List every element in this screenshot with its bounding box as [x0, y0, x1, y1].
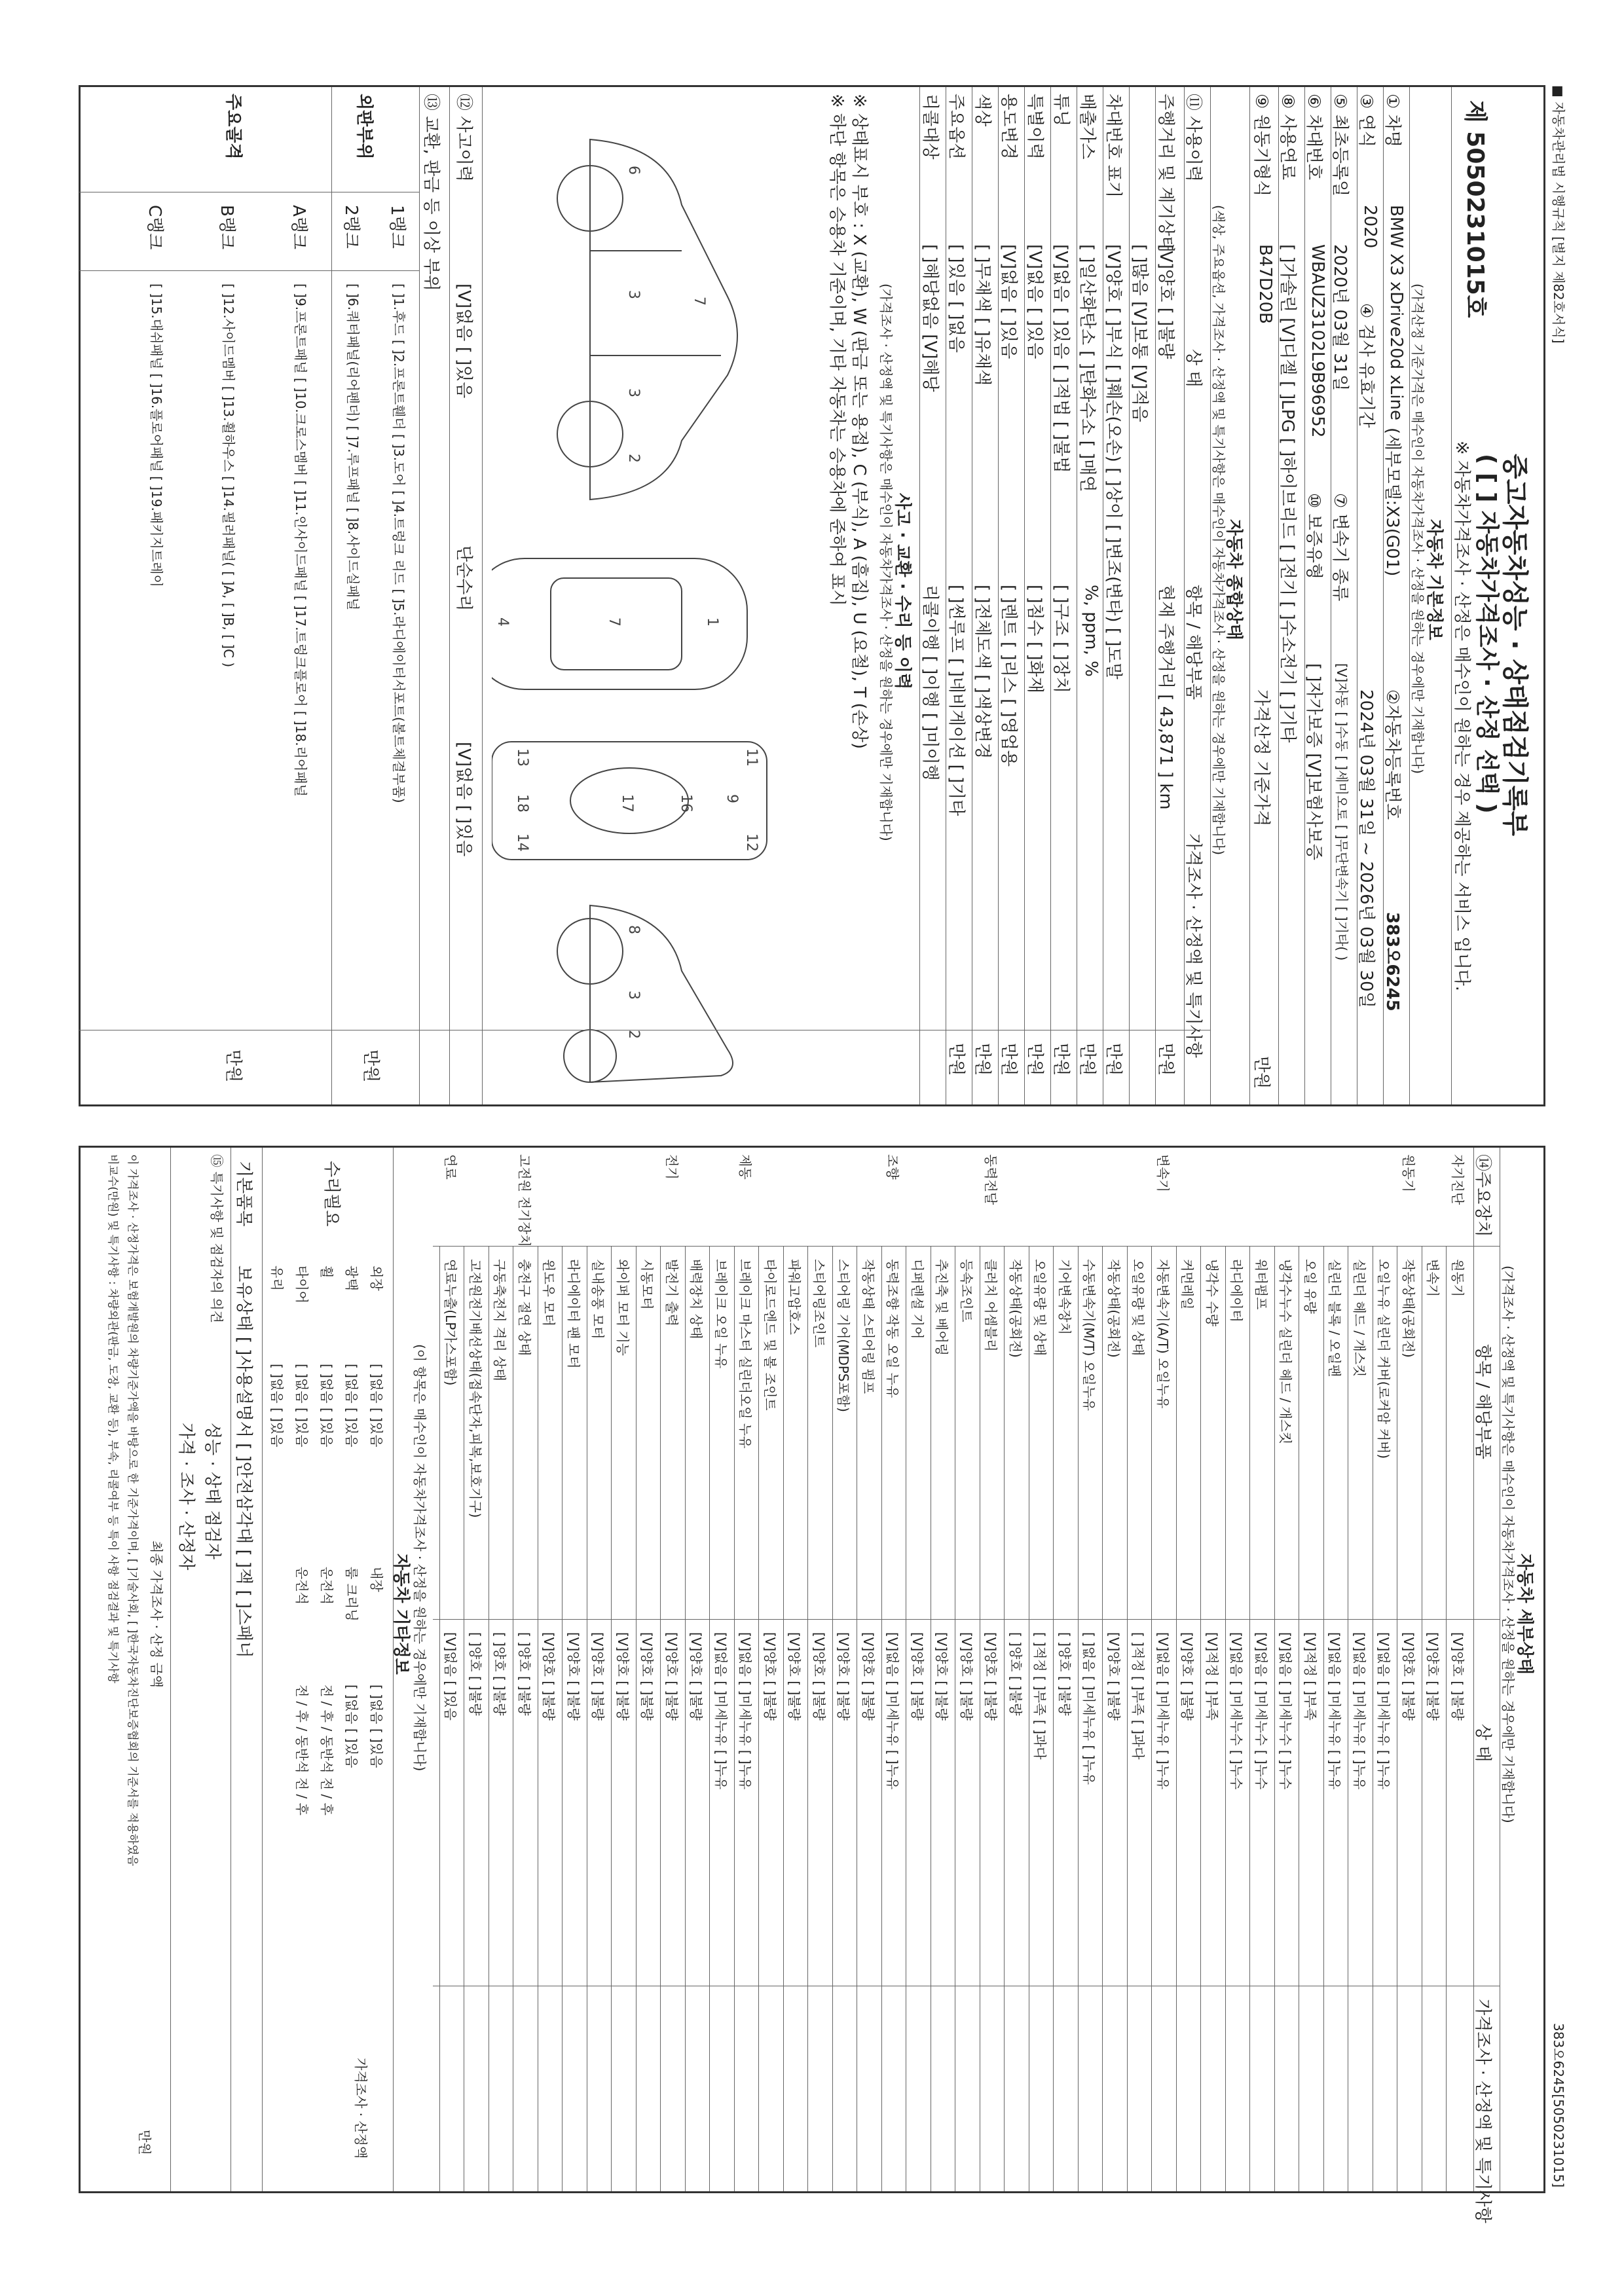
- detail-row-state: [V]양호 [ ]불량: [566, 1632, 581, 1721]
- rank2-items: [ ]6.쿼터패널(리어펜더) [ ]7.루프패널 [ ]8.사이드실패널: [345, 283, 361, 611]
- repair-row-label: 외장: [369, 1266, 384, 1291]
- detail-row-item: 원동기: [1450, 1259, 1466, 1297]
- detail-col-item: 항목 / 해당부품: [1473, 1344, 1492, 1459]
- car-underbody: [492, 742, 767, 860]
- reg-value: 383오6245: [1382, 912, 1402, 1011]
- row-divider: [955, 1246, 956, 2191]
- detail-row-item: 동력조향 작동 오일 누유: [885, 1259, 901, 1398]
- basic-info-header: 자동차 기본정보: [1424, 519, 1444, 640]
- cond-row-label: 차대번호 표기: [1103, 94, 1123, 198]
- svg-text:7: 7: [606, 617, 622, 627]
- accident-value: [V]없음 [ ]있음: [454, 283, 473, 399]
- cond-row-unit: 만원: [1051, 1043, 1071, 1076]
- first-reg-value: 2020년 03월 31일: [1330, 244, 1350, 392]
- inspection-value: 2024년 03월 31일 ~ 2026년 03월 30일: [1356, 689, 1376, 1008]
- transmission-label: ⑦ 변속기 종류: [1330, 493, 1350, 602]
- row-divider: [1250, 1246, 1251, 2191]
- cond-row-state: [ ]많음 [V]보통 [V]적음: [1130, 244, 1149, 422]
- detail-row-state: [ ]양호 [ ]불량: [1008, 1632, 1024, 1716]
- detail-row-item: 수동변속기(M/T) 오일누유: [1081, 1259, 1098, 1412]
- detail-row-state: [V]없음 [ ]있음: [443, 1632, 459, 1721]
- row-divider: [636, 1246, 637, 2191]
- exterior-label: 외판부위: [354, 94, 374, 160]
- repair-row-label-2: 운전석: [294, 1567, 310, 1605]
- row-divider: [1348, 1246, 1349, 2191]
- row-divider: [919, 87, 920, 1104]
- cond-row-unit: 만원: [1156, 1043, 1175, 1076]
- final-price-unit: 만원: [137, 2130, 153, 2155]
- row-divider: [464, 1246, 465, 2191]
- final-price-label: 최종 가격조사 · 산정 금액: [149, 1540, 164, 1688]
- detail-col-state: 상 태: [1473, 1724, 1492, 1762]
- detail-row-state: [ ]양호 [ ]불량: [468, 1632, 483, 1716]
- side-price-label: 가격조사 · 산정액: [353, 2058, 369, 2159]
- rank2-label: 2랭크: [341, 205, 361, 249]
- cond-row-state: [ ]해당없음 [V]해당: [920, 244, 940, 392]
- row-divider: [685, 1246, 686, 2191]
- condition-header: 자동차 종합상태: [1224, 519, 1244, 640]
- first-reg-label: ⑤ 최초등록일: [1330, 94, 1350, 197]
- row-divider: [857, 1246, 858, 2191]
- svg-text:2: 2: [625, 1030, 642, 1039]
- row-divider: [1024, 87, 1025, 1104]
- service-note: ※ 자동차가격조사 · 산정은 매수인이 원하는 경우 제공하는 서비스 입니다.: [1452, 441, 1471, 992]
- basic-items-label: 기본품목: [234, 1161, 253, 1227]
- cond-row-detail: [ ]렌트 [ ]리스 [ ]영업용: [999, 585, 1018, 767]
- detail-row-state: [V]없음 [ ]미세누유 [ ]누유: [1352, 1632, 1367, 1790]
- row-divider: [439, 1246, 440, 2191]
- cond-row-detail: [ ]침수 [ ]화재: [1025, 585, 1044, 693]
- svg-text:3: 3: [625, 290, 642, 299]
- year-value: 2020: [1360, 205, 1380, 249]
- cond-row-label: 특별이력: [1025, 94, 1044, 160]
- options-note: (이 항목은 매수인이 자동차가격조사 · 산정을 원하는 경우에만 기재합니다): [412, 1344, 428, 1772]
- row-divider: [1129, 87, 1130, 1104]
- repair-row-state-2: [ ]없음 [ ]있음: [344, 1685, 360, 1768]
- row-divider: [1323, 1246, 1324, 2191]
- detail-row-item: 오일유량 및 상태: [1130, 1259, 1147, 1356]
- detail-row-item: 배력장치 상태: [688, 1259, 705, 1339]
- svg-text:8: 8: [625, 925, 642, 934]
- row-divider: [1127, 1246, 1128, 2191]
- cond-row-unit: 만원: [1077, 1043, 1097, 1076]
- form-title: 중고자동차성능 · 상태점검기록부: [1500, 454, 1530, 837]
- repair-row-state: [ ]없음 [ ]있음: [294, 1364, 310, 1448]
- right-panel: [79, 1146, 1545, 2223]
- repair-need-label: 수리필요: [322, 1161, 341, 1227]
- model-label: ① 차명: [1382, 94, 1402, 147]
- repair-row-state: [ ]없음 [ ]있음: [369, 1364, 384, 1448]
- detail-row-item: 오일누유 실린더 커버(로커암 커버): [1376, 1259, 1392, 1459]
- detail-row-item: 충전구 절연 상태: [517, 1259, 532, 1356]
- options-header: 자동차 기타정보: [391, 1554, 411, 1675]
- detail-row-item: 작동상태(공회전): [1008, 1259, 1024, 1358]
- pricer-label: 가격 · 조사 · 산정자: [176, 1423, 196, 1571]
- detail-row-state: [V]없음 [ ]미세누유 [ ]누유: [1376, 1632, 1392, 1790]
- cond-row-state: [V]없음 [ ]있음: [1025, 244, 1044, 359]
- row-divider: [1274, 1246, 1275, 2191]
- history-header: 사고 · 교환 · 수리 등 이력: [893, 493, 912, 690]
- svg-text:3: 3: [625, 991, 642, 1000]
- detail-row-item: 시동모터: [639, 1259, 655, 1310]
- detail-row-item: 스티어링 기어(MDPS포함): [836, 1259, 852, 1412]
- basic-items-state: 보유상태 [ ]사용설명서 [ ]안전삼각대 [ ]잭 [ ]스패너: [234, 1266, 253, 1658]
- detail-row-state: [V]양호 [ ]불량: [1179, 1632, 1196, 1721]
- row-divider: [1155, 87, 1156, 1104]
- svg-text:12: 12: [743, 833, 760, 852]
- cond-row-unit: 만원: [946, 1043, 966, 1076]
- warranty-value: [ ]자가보증 [V]보험사보증: [1304, 663, 1323, 860]
- footnote-2: 비교수(만원) 및 특기사항 : 차량외관(판금, 도장, 교환 등), 부속, 리콜여부 등 특이 사항 점검결과 및 특기사항: [106, 1154, 119, 1684]
- row-divider: [1050, 87, 1051, 1104]
- detail-row-state: [V]없음 [ ]미세누유 [ ]누유: [713, 1632, 729, 1790]
- repair-row-state-2: [ ]없음 [ ]있음: [369, 1685, 384, 1768]
- svg-text:4: 4: [494, 617, 511, 627]
- detail-row-state: [V]적정 [ ]부족: [1302, 1632, 1318, 1721]
- detail-row-state: [V]적정 [ ]부족: [1204, 1632, 1220, 1721]
- car-diagrams: [492, 100, 826, 1089]
- cond-row-detail: [ ]구조 [ ]장치: [1051, 585, 1071, 693]
- inspection-label: ④ 검사 유효기간: [1356, 303, 1376, 428]
- detail-row-state: [V]양호 [ ]불량: [590, 1632, 606, 1721]
- repair-row-label-2: 룸 크리닝: [344, 1567, 360, 1622]
- cond-row-label: 주요옵션: [946, 94, 966, 160]
- svg-text:1: 1: [704, 617, 720, 627]
- detail-row-state: [V]양호 [ ]불량: [959, 1632, 974, 1721]
- row-divider: [808, 1246, 809, 2191]
- row-divider: [1397, 1246, 1398, 2191]
- detail-row-state: [V]양호 [ ]불량: [983, 1632, 999, 1721]
- repair-row-state: [ ]없음 [ ]있음: [319, 1364, 335, 1448]
- svg-text:17: 17: [619, 794, 635, 812]
- cond-col-history: ⑪ 사용이력: [1183, 94, 1203, 182]
- simple-repair-value: [V]없음 [ ]있음: [454, 742, 473, 857]
- svg-text:13: 13: [514, 748, 530, 767]
- detail-row-group: 조향: [885, 1154, 901, 1180]
- svg-text:6: 6: [625, 166, 642, 175]
- cond-row-state: [ ]일산화탄소 [ ]탄화수소 [ ]매연: [1077, 244, 1097, 492]
- c-rank-items: [ ]15.대쉬패널 [ ]16.플로어패널 [ ]19.패키지트레이: [149, 283, 164, 587]
- detail-row-group: 자기진단: [1450, 1154, 1466, 1205]
- detail-row-item: 연료누출(LP가스포함): [443, 1259, 459, 1386]
- history-note: (가격조사 · 산정액 및 특기사항은 매수인이 자동차가격조사 · 산정을 원하는 경우에만 기재합니다): [878, 283, 894, 841]
- row-divider: [1299, 1246, 1300, 2191]
- form-subtitle: ( [ ] 자동차가격조사 · 산정 선택 ): [1473, 454, 1500, 814]
- legend-note: ※ 상태표시 부호 : X (교환), W (판금 또는 용접), C (부식), A (흠집), U (요철), T (손상): [849, 94, 869, 750]
- cond-row-unit: 만원: [972, 1043, 992, 1076]
- detail-row-group: 동력전달: [983, 1154, 999, 1205]
- row-divider: [881, 1246, 882, 2191]
- repair-row-state: [ ]없음 [ ]있음: [269, 1364, 285, 1448]
- b-rank-label: B랭크: [217, 205, 236, 250]
- detail-row-state: [ ]적정 [ ]부족 [ ]과다: [1032, 1632, 1048, 1760]
- cond-row-state: [V]없음 [ ]있음: [999, 244, 1018, 359]
- detail-row-item: 커먼레일: [1179, 1259, 1196, 1310]
- detail-row-item: 냉각수누수 실린더 헤드 / 개스킷: [1278, 1259, 1294, 1445]
- svg-text:3: 3: [625, 388, 642, 397]
- vin-value: WBAUZ3102L9B96952: [1308, 244, 1327, 438]
- detail-row-item: 발전기 출력: [664, 1259, 680, 1326]
- detail-row-item: 작동상태 스티어링 펌프: [860, 1259, 876, 1394]
- cond-row-label: 배출가스: [1077, 94, 1097, 160]
- basic-info-note: (가격산정 기준가격은 매수인이 자동차가격조사 · 산정을 원하는 경우에만 기재합니다): [1410, 283, 1426, 774]
- detail-row-state: [V]양호 [ ]불량: [934, 1632, 950, 1721]
- row-divider: [832, 1246, 833, 2191]
- svg-text:14: 14: [514, 833, 530, 852]
- rank1-items: [ ]1.후드 [ ]2.프론트휀더 [ ]3.도어 [ ]4.트렁크 리드 [ ]5.라디에이터서포트(볼트체결부품): [391, 283, 407, 803]
- detail-row-item: 추진축 및 베어링: [934, 1259, 950, 1356]
- detail-row-item: 작동상태(공회전): [1401, 1259, 1416, 1358]
- detail-row-state: [V]양호 [ ]불량: [860, 1632, 876, 1721]
- detail-row-state: [V]양호 [ ]불량: [786, 1632, 803, 1721]
- detail-row-item: 변속기: [1425, 1259, 1441, 1297]
- svg-text:16: 16: [678, 794, 694, 812]
- detail-row-item: 워터펌프: [1253, 1259, 1269, 1310]
- detail-row-group: 연료: [443, 1154, 459, 1180]
- row-divider: [783, 1246, 784, 2191]
- repair-row-label: 타이어: [294, 1266, 310, 1303]
- row-divider: [1201, 1246, 1202, 2191]
- detail-row-state: [V]양호 [ ]불량: [639, 1632, 655, 1721]
- model-sub: (세부모델:X3(G01): [1382, 428, 1402, 577]
- price-basis-label: 가격산정 기준가격: [1251, 689, 1271, 827]
- major-frame-unit: 만원: [223, 1049, 243, 1083]
- detail-row-state: [V]양호 [ ]불량: [910, 1632, 925, 1721]
- detail-row-state: [V]없음 [ ]미세누수 [ ]누수: [1253, 1632, 1269, 1790]
- cond-row-unit: 만원: [1103, 1043, 1123, 1076]
- detail-row-item: 윈도우 모터: [541, 1259, 557, 1326]
- detail-row-item: 등속조인트: [959, 1259, 974, 1322]
- detail-row-item: 작동상태(공회전): [1106, 1259, 1122, 1358]
- cond-row-label: 용도변경: [999, 94, 1018, 160]
- reg-label: ②자동차등록번호: [1382, 689, 1402, 820]
- detail-row-item: 스티어링조인트: [811, 1259, 827, 1348]
- c-rank-label: C랭크: [145, 205, 164, 250]
- repair-row-label-2: 내장: [369, 1567, 384, 1592]
- svg-text:18: 18: [514, 794, 530, 812]
- detail-header: 자동차 세부상태: [1515, 1554, 1534, 1675]
- rank1-label: 1랭크: [387, 205, 407, 249]
- fuel-value: [ ]가솔린 [V]디젤 [ ]LPG [ ]하이브리드 [ ]전기 [ ]수소전기 [ ]기타: [1278, 244, 1297, 743]
- repair-row-state-2: 전 / 후 / 동반석 전 / 후: [294, 1685, 310, 1815]
- detail-row-group: 제동: [737, 1154, 754, 1180]
- detail-row-item: 파워고압호스: [786, 1259, 803, 1335]
- svg-text:11: 11: [743, 748, 760, 767]
- major-frame-label: 주요골격: [223, 94, 243, 160]
- cond-row-state: [V]양호 [ ]불량: [1156, 244, 1175, 359]
- cond-row-state: [ ]무채색 [ ]유채색: [972, 244, 992, 386]
- cond-row-detail: 현재 주행거리 [ 43,871 ] km: [1156, 585, 1175, 810]
- inspector-label: 성능 · 상태 점검자: [202, 1423, 222, 1559]
- detail-row-state: [V]양호 [ ]불량: [811, 1632, 827, 1721]
- cond-row-label: 리콜대상: [920, 94, 940, 160]
- row-divider: [1176, 1246, 1177, 2191]
- model-value: BMW X3 xDrive20d xLine: [1386, 205, 1406, 420]
- detail-row-item: 라디에이터 팬 모터: [566, 1259, 581, 1369]
- detail-row-item: 브레이크 마스터 실린더오일 누유: [737, 1259, 754, 1449]
- detail-row-state: [V]없음 [ ]미세누유 [ ]누유: [737, 1632, 754, 1790]
- row-divider: [1078, 1246, 1079, 2191]
- repair-row-state: [ ]없음 [ ]있음: [344, 1364, 360, 1448]
- engine-label: ⑨ 원동기형식: [1251, 94, 1271, 197]
- price-basis-unit: 만원: [1251, 1056, 1271, 1089]
- detail-row-item: 오일유량 및 상태: [1032, 1259, 1048, 1356]
- detail-row-item: 브레이크 오일 누유: [713, 1259, 729, 1369]
- detail-col-price: 가격조사 · 산정액 및 특기사항: [1473, 1999, 1492, 2223]
- repair-row-state-2: 전 / 후 / 동반석 전 / 후: [319, 1685, 335, 1815]
- a-rank-label: A랭크: [289, 205, 308, 250]
- exchange-label: ⑬ 교환, 판금 등 이상 부위: [421, 94, 441, 291]
- detail-row-item: 라디에이터: [1228, 1259, 1245, 1322]
- detail-row-state: [V]없음 [ ]미세누수 [ ]누수: [1278, 1632, 1294, 1790]
- cond-row-detail: [ ]썬루프 [ ]네비게이션 [ ]기타: [946, 585, 966, 816]
- footnote-1: 이 가격조사 · 산정가격은 보험개발원의 차량기준가액을 바탕으로 한 기준가격이며, [ ]기술사회, [ ]한국자동차진단보증협회의 기준서를 적용하였음: [126, 1154, 139, 1867]
- repair-row-label: 유리: [269, 1266, 285, 1291]
- engine-value: B47D20B: [1255, 244, 1275, 324]
- cond-row-label: 주행거리 및 계기상태: [1156, 94, 1175, 253]
- detail-row-state: [ ]양호 [ ]불량: [517, 1632, 532, 1716]
- detail-row-state: [V]양호 [ ]불량: [1106, 1632, 1122, 1721]
- detail-row-state: [ ]양호 [ ]불량: [492, 1632, 508, 1716]
- cond-row-detail: %, ppm, %: [1081, 585, 1101, 677]
- year-label: ③ 연식: [1356, 94, 1376, 147]
- detail-row-state: [V]없음 [ ]미세누수 [ ]누수: [1228, 1632, 1245, 1790]
- cond-row-state: [ ]있음 [ ]없음: [946, 244, 966, 353]
- detail-row-group: 전기: [664, 1154, 680, 1180]
- a-rank-items: [ ]9.프론트패널 [ ]10.크로스멤버 [ ]11.인사이드패널 [ ]17.트렁크플로어 [ ]18.리어패널: [293, 283, 308, 797]
- detail-row-state: [ ]없음 [ ]미세누유 [ ]누유: [1081, 1632, 1098, 1785]
- svg-text:9: 9: [724, 794, 740, 803]
- cond-row-unit: 만원: [999, 1043, 1018, 1076]
- detail-row-state: [V]없음 [ ]미세누유 [ ]누유: [1155, 1632, 1171, 1790]
- detail-row-group: 고전원 전기장치: [517, 1154, 532, 1247]
- transmission-value: [V]자동 [ ]수동 [ ]세미오토 [ ]무단변속기 [ ]기타( ): [1334, 663, 1350, 961]
- detail-row-item: 구동축전지 격리 상태: [492, 1259, 508, 1381]
- detail-row-state: [V]양호 [ ]불량: [688, 1632, 705, 1721]
- detail-row-state: [V]없음 [ ]미세누유 [ ]누유: [1327, 1632, 1343, 1790]
- special-notes-label: ⑮ 특기사항 및 점검자의 의견: [209, 1154, 225, 1323]
- cond-row-state: [V]없음 [ ]있음 [ ]적법 [ ]불법: [1051, 244, 1071, 473]
- warranty-label: ⑩ 보증유형: [1304, 493, 1323, 580]
- row-divider: [906, 1246, 907, 2191]
- fuel-label: ⑧ 사용연료: [1278, 94, 1297, 181]
- repair-row-label-2: 운전석: [319, 1567, 335, 1605]
- detail-col-device: ⑭주요장치: [1473, 1154, 1492, 1237]
- detail-row-state: [V]없음 [ ]미세누유 [ ]누유: [885, 1632, 901, 1790]
- detail-row-group: 변속기: [1155, 1154, 1171, 1192]
- cond-col-state: 상 태: [1183, 349, 1203, 388]
- car-top-view: [492, 558, 747, 689]
- b-rank-items: [ ]12.사이드멤버 [ ]13.휠하우스 [ ]14.필러패널( [ ]A, [ ]B, [ ]C ): [221, 283, 236, 668]
- detail-row-state: [V]양호 [ ]불량: [541, 1632, 557, 1721]
- legal-reference: ■ 자동차관리법 시행규칙 [별지 제82호서식]: [1551, 85, 1566, 344]
- cond-row-detail: 리콜이행 [ ]이행 [ ]미이행: [920, 585, 940, 781]
- detail-row-item: 냉각수 수량: [1204, 1259, 1220, 1326]
- cond-col-price: 가격조사 · 산정액 및 특기사항: [1183, 833, 1203, 1058]
- detail-row-item: 클러치 어셈블리: [983, 1259, 999, 1352]
- rotated-form: [46, 59, 1572, 2224]
- detail-row-state: [V]양호 [ ]불량: [664, 1632, 680, 1721]
- cond-col-item: 항목 / 해당부품: [1183, 585, 1203, 700]
- detail-row-item: 오일 유량: [1302, 1259, 1318, 1314]
- car-left-side: [557, 139, 737, 500]
- detail-row-item: 실린더 헤드 / 개스킷: [1352, 1259, 1367, 1377]
- detail-row-item: 디퍼렌셜 기어: [910, 1259, 925, 1339]
- detail-row-state: [V]양호 [ ]불량: [615, 1632, 631, 1721]
- detail-row-state: [V]양호 [ ]불량: [762, 1632, 778, 1721]
- detail-row-state: [V]양호 [ ]불량: [1401, 1632, 1416, 1721]
- row-divider: [759, 1246, 760, 2191]
- simple-repair-label: 단순수리: [454, 545, 473, 611]
- detail-row-item: 기어변속장치: [1057, 1259, 1073, 1335]
- cond-row-detail: [ ]전체도색 [ ]색상변경: [972, 585, 992, 759]
- car-right-side: [557, 905, 733, 1082]
- detail-row-state: [V]양호 [ ]불량: [1425, 1632, 1441, 1721]
- row-divider: [1225, 1246, 1226, 2191]
- detail-row-item: 타이로드엔드 및 볼 조인트: [762, 1259, 778, 1411]
- cond-row-unit: 만원: [1025, 1043, 1044, 1076]
- repair-row-label: 광택: [344, 1266, 360, 1291]
- row-divider: [513, 1246, 514, 2191]
- detail-row-item: 실린더 블록 / 오일팬: [1327, 1259, 1343, 1377]
- vin-label: ⑥ 차대번호: [1304, 94, 1323, 181]
- accident-label: ⑫ 사고이력: [454, 94, 473, 182]
- cond-row-label: 튜닝: [1051, 94, 1071, 127]
- row-divider: [1152, 1246, 1153, 2191]
- detail-row-group: 원동기: [1401, 1154, 1416, 1192]
- legend-note-2: ※ 하단 항목은 승용차 기준이며, 기타 자동차는 승용차에 준하여 표시: [827, 94, 847, 606]
- condition-note: (색상, 주요옵션, 가격조사 · 산정액 및 특기사항은 매수인이 자동차가격조사 · 산정을 원하는 경우에만 기재합니다): [1211, 205, 1227, 856]
- exterior-unit: 만원: [361, 1049, 380, 1083]
- left-panel: [79, 85, 1545, 1106]
- svg-text:2: 2: [625, 454, 642, 463]
- svg-text:7: 7: [691, 297, 707, 306]
- detail-row-item: 실내송풍 모터: [590, 1259, 606, 1339]
- cond-row-label: 색상: [972, 94, 992, 127]
- detail-row-item: 와이퍼 모터 기능: [615, 1259, 631, 1356]
- detail-row-state: [ ]양호 [ ]불량: [1057, 1632, 1073, 1716]
- detail-row-state: [ ]적정 [ ]부족 [ ]과다: [1130, 1632, 1147, 1760]
- repair-row-label: 휠: [319, 1266, 335, 1279]
- cond-row-state: [V]양호 [ ]부식 [ ]훼손(오손) [ ]상이 [ ]변조(변타) [ ]도말: [1103, 244, 1123, 680]
- document-id: 383오6245[5050231015]: [1551, 2023, 1566, 2188]
- row-divider: [734, 1246, 735, 2191]
- detail-row-item: 고전원전기배선상태(접속단자,피복,보호기구): [468, 1259, 483, 1518]
- row-divider: [998, 87, 999, 1104]
- detail-note: (가격조사 · 산정액 및 특기사항은 매수인이 자동차가격조사 · 산정을 원하는 경우에만 기재합니다): [1500, 1266, 1516, 1823]
- detail-row-item: 자동변속기(A/T) 오일누유: [1155, 1259, 1171, 1409]
- detail-row-state: [V]양호 [ ]불량: [1450, 1632, 1466, 1721]
- detail-row-state: [V]양호 [ ]불량: [836, 1632, 852, 1721]
- document-number: 제 5050231015호: [1462, 100, 1488, 318]
